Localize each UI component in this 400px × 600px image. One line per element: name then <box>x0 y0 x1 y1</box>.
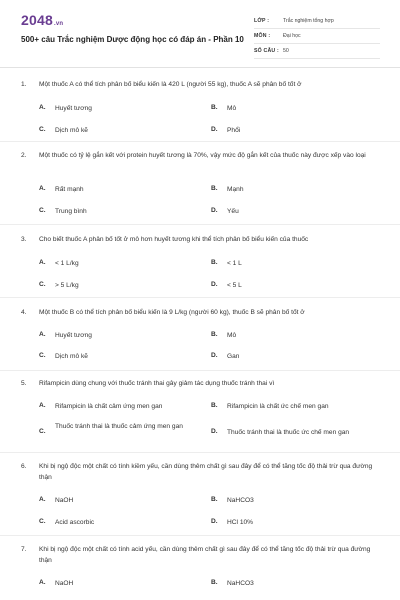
meta-key: MÔN : <box>254 33 271 39</box>
option-text: Trung bình <box>55 208 87 215</box>
question-divider <box>0 452 400 453</box>
option-text: Gan <box>227 353 240 360</box>
option-letter: A. <box>39 104 46 111</box>
option-text: NaOH <box>55 580 74 587</box>
option-text: Mô <box>227 105 237 112</box>
option-letter: B. <box>211 104 218 111</box>
meta-value: Trắc nghiệm tổng hợp <box>283 18 334 24</box>
option-letter: D. <box>211 518 218 525</box>
option-letter: B. <box>211 579 218 586</box>
meta-row-class <box>254 14 380 29</box>
option-text: Phổi <box>227 127 241 134</box>
option-letter: C. <box>39 126 46 133</box>
question-text: Khi bị ngộ độc một chất có tính acid yếu, cần dùng thêm chất gì sau đây để có thể tăng tốc độ thải trừ qua đường thận <box>39 546 371 564</box>
option-letter: B. <box>211 185 218 192</box>
question-divider <box>0 370 400 371</box>
option-text: Rifampicin là chất ức chế men gan <box>227 403 329 410</box>
option-letter: D. <box>211 428 218 435</box>
site-logo[interactable] <box>21 12 63 28</box>
question-text: Một thuốc B có thể tích phân bố biểu kiến là 9 L/kg (người 60 kg), thuốc B sẽ phân bố tốt ở <box>39 309 305 316</box>
logo-main: 2048 <box>21 12 53 28</box>
option-text: HCl 10% <box>227 519 254 526</box>
option-text: NaHCO3 <box>227 497 254 504</box>
question-text: Rifampicin dùng chung với thuốc tránh thai gây giảm tác dụng thuốc tránh thai vì <box>39 380 275 387</box>
option-letter: C. <box>39 352 46 359</box>
option-letter: A. <box>39 402 46 409</box>
option-text: Mô <box>227 332 237 339</box>
question-number: 2. <box>21 152 27 159</box>
question-number: 5. <box>21 380 27 387</box>
option-text: NaHCO3 <box>227 580 254 587</box>
question-number: 7. <box>21 546 27 553</box>
question-text: Cho biết thuốc A phân bố tốt ở mô hơn huyết tương khi thể tích phân bố biểu kiến của thuốc <box>39 236 309 243</box>
header-divider <box>0 67 400 68</box>
option-text: Yếu <box>227 208 239 215</box>
page-header <box>0 0 400 66</box>
exam-meta <box>254 14 380 59</box>
option-letter: D. <box>211 207 218 214</box>
option-text: NaOH <box>55 497 74 504</box>
option-text: Huyết tương <box>55 332 92 339</box>
option-letter: D. <box>211 281 218 288</box>
option-text: Thuốc tránh thai là thuốc ức chế men gan <box>227 429 350 436</box>
option-letter: D. <box>211 352 218 359</box>
option-text: > 5 L/kg <box>55 282 79 289</box>
meta-row-count <box>254 44 380 59</box>
option-letter: C. <box>39 207 46 214</box>
meta-value: 50 <box>283 48 289 54</box>
option-letter: A. <box>39 496 46 503</box>
question-divider <box>0 224 400 225</box>
question-number: 4. <box>21 309 27 316</box>
option-letter: B. <box>211 496 218 503</box>
option-text: Dịch mô kẽ <box>55 353 88 360</box>
option-letter: C. <box>39 428 46 435</box>
option-letter: D. <box>211 126 218 133</box>
question-divider <box>0 141 400 142</box>
option-letter: C. <box>39 281 46 288</box>
question-number: 1. <box>21 81 27 88</box>
option-text: Dịch mô kẽ <box>55 127 88 134</box>
option-letter: A. <box>39 331 46 338</box>
question-number: 3. <box>21 236 27 243</box>
option-letter: B. <box>211 259 218 266</box>
question-divider <box>0 535 400 536</box>
option-letter: B. <box>211 402 218 409</box>
option-letter: B. <box>211 331 218 338</box>
question-text: Khi bị ngộ độc một chất có tính kiềm yếu, cần dùng thêm chất gì sau đây để có thể tăng tốc độ thải trừ qua đường thận <box>39 463 373 481</box>
page-title: 500+ câu Trắc nghiệm Dược động học có đáp án - Phần 10 <box>21 35 244 44</box>
meta-key: LỚP : <box>254 18 270 24</box>
option-text: < 1 L <box>227 260 242 267</box>
option-text: Mạnh <box>227 186 244 193</box>
question-divider <box>0 297 400 298</box>
meta-key: SỐ CÂU : <box>254 48 279 54</box>
question-text: Một thuốc có tỷ lệ gắn kết với protein huyết tương là 70%, vậy mức độ gắn kết của thuốc này được xếp vào loại <box>39 152 366 159</box>
meta-value: Đại học <box>283 33 301 39</box>
question-text: Một thuốc A có thể tích phân bố biểu kiến là 420 L (người 55 kg), thuốc A sẽ phân bố tốt ở <box>39 81 302 88</box>
option-text: < 5 L <box>227 282 242 289</box>
option-letter: A. <box>39 579 46 586</box>
option-text: Thuốc tránh thai là thuốc cảm ứng men gan <box>55 423 183 430</box>
meta-row-subject <box>254 29 380 44</box>
option-text: Huyết tương <box>55 105 92 112</box>
option-letter: C. <box>39 518 46 525</box>
question-number: 6. <box>21 463 27 470</box>
option-text: Rất mạnh <box>55 186 84 193</box>
option-letter: A. <box>39 259 46 266</box>
option-text: Rifampicin là chất cảm ứng men gan <box>55 403 163 410</box>
option-text: Acid ascorbic <box>55 519 95 526</box>
logo-suffix: .vn <box>53 21 64 27</box>
option-text: < 1 L/kg <box>55 260 79 267</box>
option-letter: A. <box>39 185 46 192</box>
